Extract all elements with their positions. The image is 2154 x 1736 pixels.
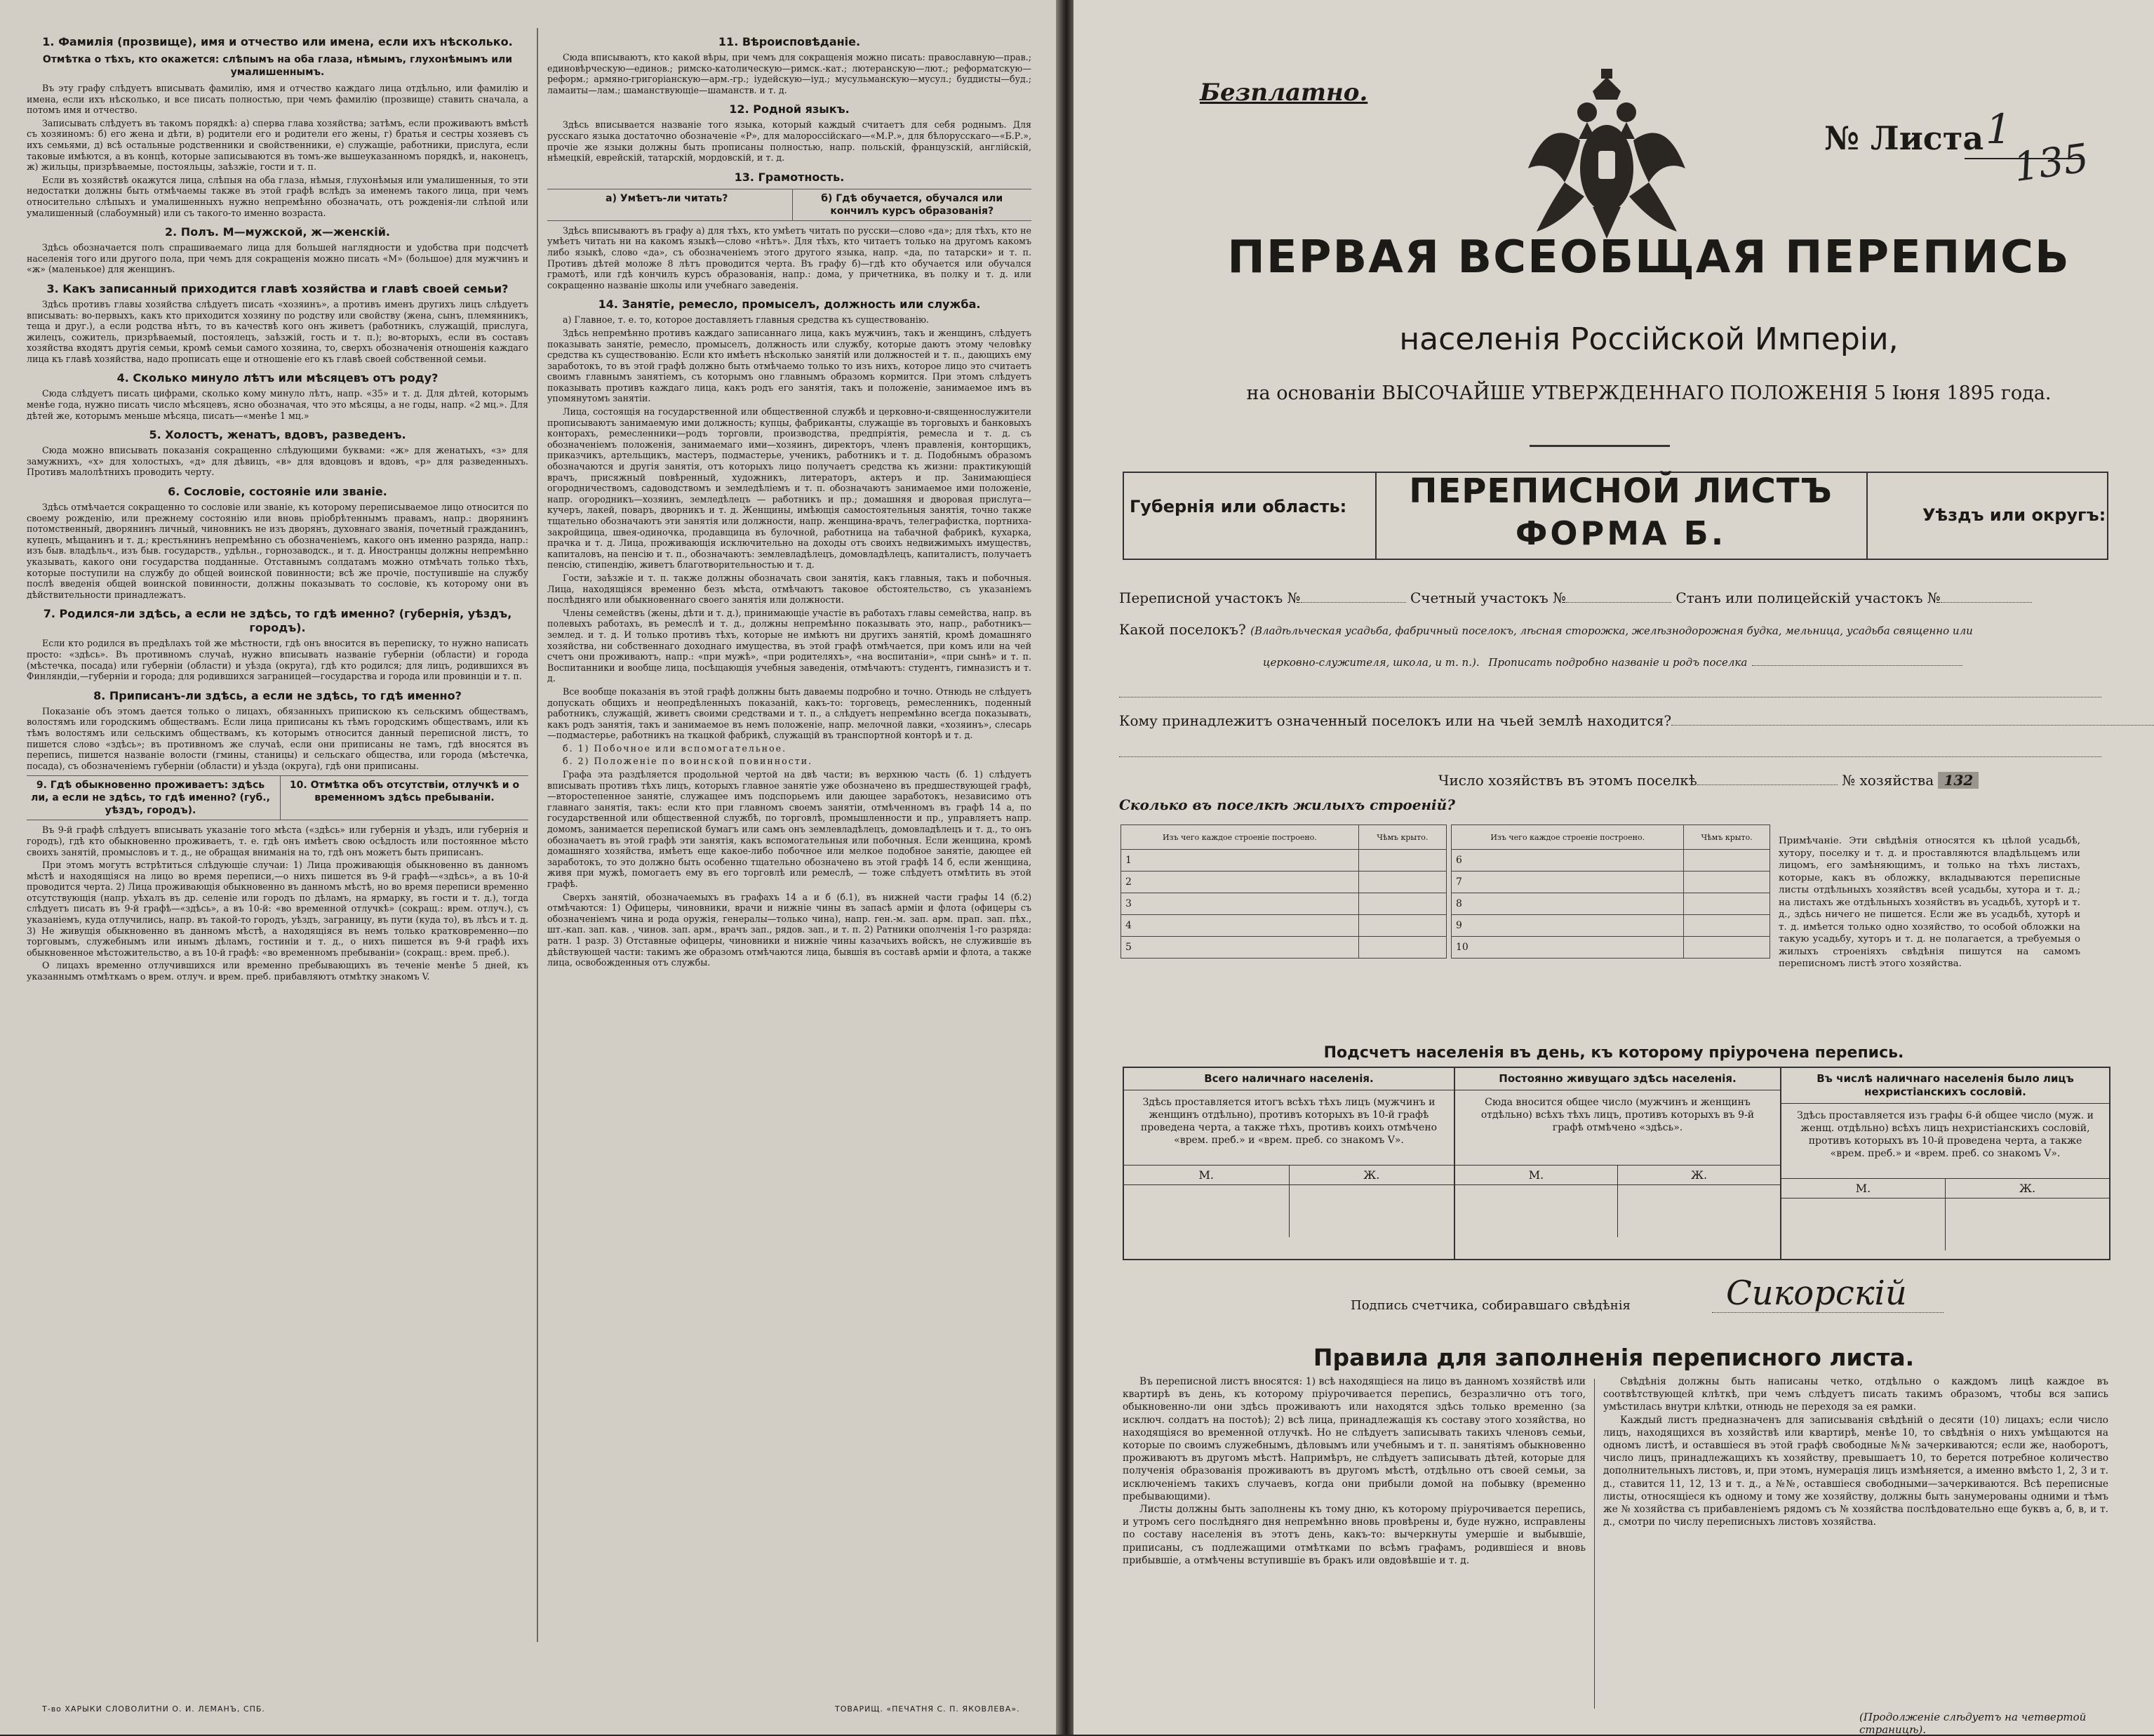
buildings-note: Примѣчаніе. Эти свѣдѣнія относятся къ цѣлой усадьбѣ, хутору, поселку и т. д. и проставляются владѣльцемъ или лицомъ, его замѣняющимъ, и только на тѣхъ листахъ, которые, какъ въ обложку, вкладываются переписные листы отдѣльныхъ хозяйствъ всей усадьбы, хутора и т. д.; на листахъ же отдѣльныхъ хозяйствъ въ усадьбѣ, хуторѣ и т. д., здѣсь ничего не пишется. Если же въ усадьбѣ, хуторѣ и т. д. имѣется только одно хозяйство, то особой обложки на такую усадьбу, хуторъ и т. д. не полагается, а требуемыя о жилыхъ строеніяхъ свѣдѣнія пишутся на самомъ переписномъ листѣ этого хозяйства. xyxy=(1779,836,2080,969)
roof-header: Чѣмъ крыто. xyxy=(1358,825,1446,850)
table-row: 5 xyxy=(1121,937,1359,959)
section-paragraph: Сюда слѣдуетъ писать цифрами, сколько кому минуло лѣтъ, напр. «35» и т. д. Для дѣтей, которымъ менѣе года, нужно писать число мѣсяцевъ, ясно обозначая, что это мѣсяцы, а не годы, напр. «2 мц.». Для дѣтей же, которымъ меньше мѣсяца, писать—«менѣе 1 мц.» xyxy=(27,388,528,421)
section-paragraph: Сюда вписываютъ, кто какой вѣры, при чемъ для сокращенія можно писать: православную—прав.; единовѣрческую—единов.; римско-католическую—римск.-кат.; лютеранскую—лют.; реформатскую—реформ.; армяно-григоріанскую—арм.-гр.; іудейскую—іуд.; мусульманскую—мусул.; буддисты—буд.; ламаиты—лам.; шаманствующіе—шаманств. и т. д. xyxy=(547,52,1031,95)
table-row: 4 xyxy=(1121,915,1359,937)
footer-left: Т-во ХАРЫКИ СЛОВОЛИТНИ О. И. ЛЕМАНЪ, СПБ. xyxy=(42,1704,265,1714)
population-col-nonchristian xyxy=(1780,1068,2109,1259)
form-letter: ФОРМА Б. xyxy=(1515,514,1727,552)
table-row: 3 xyxy=(1121,893,1359,915)
material-header: Изъ чего каждое строеніе построено. xyxy=(1121,825,1359,850)
split-heading-left: 9. Гдѣ обыкновенно проживаетъ: здѣсь ли, а если не здѣсь, то гдѣ именно? (губ., уѣздъ, городъ). xyxy=(31,780,270,817)
middle-column xyxy=(547,28,1031,970)
section-heading: 6. Сословіе, состояніе или званіе. xyxy=(168,485,387,499)
population-col-nonchristian-head: Въ числѣ наличнаго населенія было лицъ нехристіанскихъ сословій. xyxy=(1781,1068,2109,1104)
section-heading: 2. Полъ. М—мужской, ж—женскій. xyxy=(165,225,390,239)
section-paragraph: Здѣсь противъ главы хозяйства слѣдуетъ писать «хозяинъ», а противъ именъ другихъ лицъ слѣдуетъ вписывать: во-первыхъ, какъ кто приходится хозяину по родству или свойству (жена, сынъ, племянникъ, теща и друг.), а если родства нѣтъ, то въ качествѣ кого онъ живетъ (работникъ, служащій, прислуга, жилецъ, сожитель, призрѣваемый, постоялецъ, заѣзжій, гость и т. п.); во-вторыхъ, если въ составъ хозяйства входятъ другія семьи, кромѣ семьи самого хозяина, то, сверхъ обозначенія отношенія каждаго лица къ главѣ хозяйства, надо прописать еще и отношеніе его къ главѣ своей собственной семьи. xyxy=(27,298,528,364)
footer-right: ТОВАРИЩ. «ПЕЧАТНЯ С. П. ЯКОВЛЕВА». xyxy=(835,1704,1020,1714)
left-column xyxy=(27,28,528,984)
buildings-question: Сколько въ поселкѣ жилыхъ строеній? xyxy=(1119,796,1455,813)
blank-line-1 xyxy=(1119,684,2101,701)
rules-divider xyxy=(1594,1379,1595,1709)
count-section-label: Счетный участокъ № xyxy=(1410,589,1567,606)
table-row: 6 xyxy=(1452,850,1684,872)
population-col-permanent-head: Постоянно живущаго здѣсь населенія. xyxy=(1455,1068,1780,1090)
split-heading-right: б) Гдѣ обучается, обучался или кончилъ курсъ образованія? xyxy=(792,189,1032,220)
left-page xyxy=(0,0,1056,1735)
census-title: ПЕРВАЯ ВСЕОБЩАЯ ПЕРЕПИСЬ xyxy=(1227,232,2071,283)
section-subheading: б. 1) Побочное или вспомогательное. xyxy=(563,742,787,754)
signature-handwritten: Сикорскій xyxy=(1726,1274,1907,1313)
book-gutter xyxy=(1056,0,1073,1735)
province-label: Губернія или область: xyxy=(1130,497,1347,516)
settlement-label: Какой поселокъ? xyxy=(1119,621,1246,638)
rules-right xyxy=(1603,1375,2108,1528)
section-heading: 14. Занятіе, ремесло, промыселъ, должность или служба. xyxy=(598,298,981,312)
rules-paragraph: Листы должны быть заполнены къ тому дню, къ которому пріурочивается перепись, и утромъ сего послѣдняго дня непремѣнно вновь провѣрены и, буде нужно, исправлены по составу населенія въ этотъ день, какъ-то: вычеркнуты умершіе и выбывшіе, приписаны, съ подлежащими отмѣтками по всѣмъ графамъ, родившіеся и вновь прибывшіе, а отмѣчены вступившіе въ бракъ или овдовѣвшіе и т. д. xyxy=(1123,1504,1586,1566)
sheet-number-label: № Листа xyxy=(1824,119,1984,157)
settlement-hint-3: Прописать подробно названіе и родъ поселка xyxy=(1488,656,1748,669)
section-subheading: б. 2) Положеніе по воинской повинности. xyxy=(563,756,813,767)
settlement-hint: (Владѣльческая усадьба, фабричный поселокъ, лѣсная сторожка, желѣзнодорожная будка, мельница, усадьба священно или xyxy=(1250,625,1973,637)
split-heading-right: 10. Отмѣтка объ отсутствіи, отлучкѣ и о временномъ здѣсь пребываніи. xyxy=(280,776,528,820)
free-label: Безплатно. xyxy=(1200,79,1368,107)
column-divider xyxy=(537,28,538,1642)
section-paragraph: Все вообще показанія въ этой графѣ должны быть даваемы подробно и точно. Отнюдь не слѣдуетъ допускать общихъ и неопредѣленныхъ показаній, какъ-то: торговецъ, ремесленникъ, поденный работникъ, служащій, живетъ своими средствами и т. п., а слѣдуетъ непремѣнно всегда показывать, какъ родъ занятія, такъ и занимаемое въ немъ положеніе, напр. мелочной лавки, «хозяинъ», слесарь—подмастерье, работникъ на ткацкой фабрикѣ, служащій въ транспортной конторѣ и т. д. xyxy=(547,686,1031,741)
section-paragraph: Графа эта раздѣляется продольной чертой на двѣ части; въ верхнюю часть (б. 1) слѣдуетъ вписывать противъ тѣхъ лицъ, которыхъ главное занятіе уже обозначено въ предшествующей графѣ,—второстепенное занятіе, служащее имъ подспорьемъ или дающее заработокъ, независимо отъ главнаго занятія, такъ: если кто при главномъ своемъ занятіи, отмѣченномъ въ графѣ 14 а, по государственной или общественной службѣ, по торговлѣ, промышленности и пр., управляетъ напр. домомъ, занимается перепиской бумагъ или самъ онъ землевладѣлецъ, домовладѣлецъ и т. д., то онъ обозначаетъ въ этой графѣ эти занятія, какъ вспомогательныя или побочныя. Если женщина, кромѣ домашняго хозяйства, имѣетъ еще какое-либо побочное или мелкое подобное занятіе, дающее ей заработокъ, то это должно быть особенно тщательно обозначено въ этой графѣ 14 б, если женщина, живя при мужѣ, помогаетъ ему въ его торговлѣ или ремеслѣ, — тоже слѣдуетъ отмѣтить въ этой графѣ. xyxy=(547,769,1031,889)
section-paragraph: Если въ хозяйствѣ окажутся лица, слѣпыя на оба глаза, нѣмыя, глухонѣмыя или умалишенныя, то эти недостатки должны быть отмѣчаемы также въ этой графѣ вслѣдъ за именемъ такого лица, при чемъ относительно слѣпыхъ и умалишенныхъ нужно непремѣнно обозначать, отъ рожденія-ли слѣпой или умалишенный (слабоумный) или съ такого-то именно возраста. xyxy=(27,174,528,218)
double-headed-eagle-icon xyxy=(1523,63,1691,246)
section-paragraph: Сверхъ занятій, обозначаемыхъ въ графахъ 14 а и б (б.1), въ нижней части графы 14 (б.2) отмѣчаются: 1) Офицеры, чиновники, врачи и нижніе чины въ запасѣ арміи и флота (офицеры съ обозначеніемъ чина и рода оружія, генералы—только чина), напр. ген.-м. зап. арм. прап. зап. пѣх., шт.-кап. зап. кав. , чинов. зап. арм., врачъ зап., рядов. зап., и т. п. 2) Ратники ополченія 1-го разряда: ратн. 1 разр. 3) Отставные офицеры, чиновники и нижніе чины казачьихъ войскъ, не служившіе въ дѣйствующей части: такимъ же образомъ отмѣчаются лица, бывшія въ составѣ арміи и флота, а также лица, освобожденныя отъ службы. xyxy=(547,891,1031,968)
section-paragraph: При этомъ могутъ встрѣтиться слѣдующіе случаи: 1) Лица проживающія обыкновенно въ данномъ мѣстѣ и находящіяся на лицо во время переписи,—о нихъ пишется въ 9-й графѣ—«здѣсь», а въ 10-й проводится черта. 2) Лица проживающія обыкновенно въ данномъ мѣстѣ, но во время переписи временно отсутствующія (напр. уѣхалъ въ др. селеніе или городъ по дѣламъ, на ярмарку, въ гости и т. д.), тогда слѣдуетъ писать въ 9-й графѣ—«здѣсь», а въ 10-й: «во временной отлучкѣ» (сокращ.: врем. отлуч.), съ указаніемъ, куда отлучились, напр. въ такой-то городъ, уѣздъ, заграницу, въ пути (куда то), въ лѣсъ и т. д. 3) Не живущія обыкновенно въ данномъ мѣстѣ, а находящіяся въ немъ только кратковременно—по торговымъ, служебнымъ или инымъ дѣламъ, гостиніи и т. д., о нихъ пишется въ 9-й графѣ ихъ обыкновенное мѣстожительство, а въ 10-й графѣ: «во временномъ пребываніи» (сокращ.: врем. преб.). xyxy=(27,860,528,958)
section-paragraph: Въ эту графу слѣдуетъ вписывать фамилію, имя и отчество каждаго лица отдѣльно, или фамилію и имена, если ихъ нѣсколько, и все писать полностью, при чемъ фамилію (прозвище) ставить сначала, а потомъ имя и отчество. xyxy=(27,83,528,116)
rules-left xyxy=(1123,1375,1586,1567)
section-paragraph: Здѣсь непремѣнно противъ каждаго записаннаго лица, какъ мужчинъ, такъ и женщинъ, слѣдуетъ показывать занятіе, ремесло, промыселъ, должность или службу, которые даютъ этому человѣку средства къ существованію. Если кто имѣетъ нѣсколько занятій или должностей и т. п., дающихъ ему заработокъ, то въ этой графѣ должно быть отмѣчаемо только то изъ нихъ, которое лицо это считаетъ своимъ главнымъ занятіемъ, съ которымъ оно главнымъ образомъ кормится. При этомъ слѣдуетъ показывать противъ каждаго лица, какъ родъ его занятія, такъ и положеніе, занимаемое имъ въ упомянутомъ занятіи. xyxy=(547,327,1031,404)
male-label: М. xyxy=(1855,1182,1871,1195)
material-header: Изъ чего каждое строеніе построено. xyxy=(1452,825,1684,850)
section-paragraph: Здѣсь обозначается полъ спрашиваемаго лица для большей наглядности и удобства при подсчетѣ населенія того или другого пола, при чемъ для сокращенія можно писать «М» (большое) для мужчинъ и «ж» (маленькое) для женщинъ. xyxy=(27,242,528,275)
section-paragraph: Если кто родился въ предѣлахъ той же мѣстности, гдѣ онъ вносится въ переписку, то нужно написать просто: «здѣсь». Въ противномъ случаѣ, нужно вписывать названіе губерніи (области) и города (мѣстечка, посада) или губерніи (области) и уѣзда (округа), гдѣ кто родился; для лицъ, родившихся въ Финляндіи,—губерніи и города; для родившихся заграницей—государства и города или провинціи и т. п. xyxy=(27,638,528,682)
census-section-label: Переписной участокъ № xyxy=(1119,589,1301,606)
section-paragraph: Члены семействъ (жены, дѣти и т. д.), принимающіе участіе въ работахъ главы семейства, напр. въ полевыхъ работахъ, въ ремеслѣ и т. д., должны непремѣнно показывать это, напр., работникъ—землед. и т. д. И только противъ тѣхъ, которые не имѣютъ ни другихъ занятій, кромѣ домашняго хозяйства, ни собственнаго доходнаго имущества, въ этой графѣ отмѣчается, при комъ или на чей счетъ они проживаютъ, напр.: «при мужѣ», «при родителяхъ», «на воспитаніи», «при сынѣ» и т. п. Воспитанники и вообще лица, посѣщающія учебныя заведенія, отмѣчаютъ: студентъ, гимназистъ и т. д. xyxy=(547,607,1031,684)
female-label: Ж. xyxy=(1945,1179,2109,1198)
population-col-total-body: Здѣсь проставляется итогъ всѣхъ тѣхъ лицъ (мужчинъ и женщинъ отдѣльно), противъ которыхъ въ 10-й графѣ проведена черта, а также тѣхъ, противъ коихъ отмѣчено «врем. преб.» и «врем. преб. со знакомъ V». xyxy=(1140,1097,1438,1146)
section-split xyxy=(547,189,1031,221)
row-settlement xyxy=(1119,621,1973,638)
section-paragraph: Здѣсь отмѣчается сокращенно то сословіе или званіе, къ которому переписываемое лицо относится по своему рожденію, или прежнему состоянію или вновь пріобрѣтеннымъ правамъ, напр.: дворянинъ потомственный, дворянинъ личный, чиновникъ не изъ дворянъ, духовнаго званія, почетный гражданинъ, купецъ, мѣщанинъ и т. д.; крестьянинъ непремѣнно съ обозначеніемъ, какого онъ именно разряда, напр.: изъ быв. владѣльч., изъ быв. государств., удѣльн., горнозаводск., и т. д. Иностранцы должны непремѣнно указывать, какого они государства подданные. Отставнымъ солдатамъ можно отмѣчать только тѣхъ, которые поступили на службу до общей воинской повинности; всѣ же прочіе, поступившіе на службу послѣ введенія общей воинской повинности, должны показывать то сословіе, къ которому они въ дѣйствительности принадлежатъ. xyxy=(27,502,528,600)
table-row: 1 xyxy=(1121,850,1359,872)
form-title: ПЕРЕПИСНОЙ ЛИСТЪ xyxy=(1409,472,1833,511)
section-paragraph: Въ 9-й графѣ слѣдуетъ вписывать указаніе того мѣста («здѣсь» или губернія и уѣздъ, или губернія и городъ), гдѣ кто обыкновенно проживаетъ, т. е. гдѣ онъ имѣетъ свою осѣдлость или постоянное мѣсто своихъ занятій, промысловъ и т. д., не обращая вниманія на то, гдѣ онъ можетъ быть приписанъ. xyxy=(27,824,528,857)
section-paragraph: Лица, состоящія на государственной или общественной службѣ и церковно-и-священнослужители прописываютъ занимаемую ими должность; купцы, фабриканты, служащіе въ торговыхъ и банковыхъ конторахъ, ремесленники—родъ торговли, производства, предпріятія, ремесла и т. д. съ обозначеніемъ положенія, занимаемаго ими—хозяинъ, директоръ, членъ правленія, конторщикъ, приказчикъ, артельщикъ, мастеръ, подмастерье, ученикъ, работникъ и т. д. Подобнымъ образомъ обозначаются и другія занятія, отъ которыхъ лицо получаетъ средства къ жизни: практикующій врачъ, присяжный повѣренный, художникъ, литераторъ, актеръ и пр. Занимающіеся огородничествомъ, садоводствомъ и земледѣліемъ и т. п. обозначаютъ занимаемое ими положеніе, напр. огородникъ—хозяинъ, земледѣлецъ — работникъ и пр.; домашняя и дворовая прислуга—кучеръ, лакей, поваръ, дворникъ и т. д. Женщины, имѣющія самостоятельныя занятія, точно также тщательно обозначаютъ эти занятія или должности, напр. женщина-врачъ, телеграфистка, портниха-закройщица, швея-одиночка, продавщица въ булочной, работница на табачной фабрикѣ, кухарка, прачка и т. д. Лица, проживающія исключительно на доходы отъ своихъ недвижимыхъ имуществъ, капиталовъ, на пенсію и т. п., обозначаютъ: землевладѣлецъ, домовладѣлецъ, капиталистъ, получаетъ пенсію, стипендію, живетъ благотворительностью и т. д. xyxy=(547,406,1031,570)
title-rule xyxy=(1530,445,1670,447)
table-row: 10 xyxy=(1452,937,1684,959)
section-split xyxy=(27,775,528,820)
section-heading: 1. Фамилія (прозвище), имя и отчество или имена, если ихъ нѣсколько. xyxy=(42,35,513,48)
household-number-value: 132 xyxy=(1938,772,1979,789)
census-basis: на основаніи ВЫСОЧАЙШЕ УТВЕРЖДЕННАГО ПОЛОЖЕНІЯ 5 Іюня 1895 года. xyxy=(1246,382,2052,404)
female-label: Ж. xyxy=(1289,1166,1454,1184)
row-households xyxy=(1438,772,1979,789)
section-paragraph: Отмѣтка о тѣхъ, кто окажется: слѣпымъ на оба глаза, нѣмымъ, глухонѣмымъ или умалишеннымъ. xyxy=(42,54,513,78)
section-paragraph: а) Главное, т. е. то, которое доставляетъ главныя средства къ существованію. xyxy=(563,314,929,326)
male-label: М. xyxy=(1528,1168,1544,1182)
section-heading: 4. Сколько минуло лѣтъ или мѣсяцевъ отъ роду? xyxy=(116,371,439,385)
table-row: 7 xyxy=(1452,872,1684,893)
section-paragraph: Записывать слѣдуетъ въ такомъ порядкѣ: а) сперва глава хозяйства; затѣмъ, если проживаютъ вмѣстѣ съ хозяиномъ: б) его жена и дѣти, в) родители его и родители его жены, г) братья и сестры хозяевъ съ ихъ семьями, д) всѣ остальные родственники и свойственники, е) служащіе, работники, прислуга, если таковые имѣются, а въ концѣ, которые записываются въ томъ-же вышеуказанномъ порядкѣ, и, наконецъ, ж) жильцы, призрѣваемые, постояльцы, заѣзжіе, гости и т. п. xyxy=(27,117,528,173)
population-col-nonchristian-body: Здѣсь проставляется изъ графы 6-й общее число (муж. и женщ. отдѣльно) всѣхъ лицъ нехристіанскихъ сословій, противъ которыхъ въ 10-й проведена черта, а также «врем. преб.» и «врем. преб. со знакомъ V». xyxy=(1797,1110,2094,1159)
population-col-total-head: Всего наличнаго населенія. xyxy=(1124,1068,1454,1090)
buildings-table-left xyxy=(1121,824,1447,959)
settlement-hint-2: церковно-служителя, школа, и т. п.). xyxy=(1263,656,1480,669)
section-heading: 11. Вѣроисповѣданіе. xyxy=(718,35,861,48)
row-sections xyxy=(1119,589,2032,606)
household-number-label: № хозяйства xyxy=(1842,772,1934,789)
rules-paragraph: Въ переписной листъ вносятся: 1) всѣ находящіеся на лицо въ данномъ хозяйствѣ или квартирѣ въ день, къ которому пріурочивается перепись, безразлично отъ того, обыкновенно-ли они здѣсь проживаютъ или находятся здѣсь только временно (за исключ. солдатъ на постоѣ); 2) всѣ лица, принадлежащія къ составу этого хозяйства, но находящіяся во временной отлучкѣ. Но не слѣдуетъ записывать такихъ членовъ семьи, которые по своимъ служебнымъ, дѣловымъ или учебнымъ и т. п. занятіямъ обыкновенно проживаютъ въ другомъ мѣстѣ. Напримѣръ, не слѣдуетъ записывать дѣтей, которые для полученія образованія проживаютъ въ другомъ мѣстѣ, отдѣльно отъ своей семьи, за исключеніемъ такихъ случаевъ, когда они прибыли домой на побывку (временно пребывающими). xyxy=(1123,1376,1586,1502)
section-heading: 7. Родился-ли здѣсь, а если не здѣсь, то гдѣ именно? (губернія, уѣздъ, городъ). xyxy=(43,607,512,635)
section-heading: 12. Родной языкъ. xyxy=(729,102,850,116)
table-row: 8 xyxy=(1452,893,1684,915)
row-owner xyxy=(1119,712,2154,729)
police-section-label: Станъ или полицейскій участокъ № xyxy=(1675,589,1941,606)
roof-header: Чѣмъ крыто. xyxy=(1684,825,1770,850)
population-col-permanent-body: Сюда вносится общее число (мужчинъ и женщинъ отдѣльно) всѣхъ тѣхъ лицъ, противъ которыхъ въ 9-й графѣ отмѣчено «здѣсь». xyxy=(1480,1097,1755,1133)
rules-title: Правила для заполненія переписного листа. xyxy=(1313,1344,1915,1371)
blank-line-2 xyxy=(1119,744,2101,761)
population-col-permanent xyxy=(1454,1068,1780,1259)
section-paragraph: О лицахъ временно отлучившихся или временно пребывающихъ въ теченіе менѣе 5 дней, къ указаннымъ отмѣткамъ о врем. отлуч. и врем. преб. прибавляютъ отмѣтку знакомъ V. xyxy=(27,960,528,982)
signature-label: Подпись счетчика, собиравшаго свѣдѣнія xyxy=(1351,1298,1631,1313)
row-buildings xyxy=(1119,796,1455,813)
population-title: Подсчетъ населенія въ день, къ которому пріурочена перепись. xyxy=(1323,1044,1904,1062)
header-divider-right xyxy=(1866,472,1868,560)
section-paragraph: Сюда можно вписывать показанія сокращенно слѣдующими буквами: «ж» для женатыхъ, «з» для замужнихъ, «х» для холостыхъ, «д» для дѣвицъ, «в» для вдовцовъ и вдовъ, «р» для разведенныхъ. Противъ малолѣтнихъ проводить черту. xyxy=(27,445,528,478)
table-row: 2 xyxy=(1121,872,1359,893)
rules-paragraph: Свѣдѣнія должны быть написаны четко, отдѣльно о каждомъ лицѣ каждое въ соотвѣтствующей клѣткѣ, при чемъ слѣдуетъ писать такимъ образомъ, чтобы вся запись умѣстилась внутри клѣтки, отнюдь не переходя за ея рамки. xyxy=(1603,1376,2108,1413)
split-heading-left: а) Умѣетъ-ли читать? xyxy=(606,192,728,204)
population-grid xyxy=(1123,1067,2110,1260)
census-subtitle: населенія Россійской Имперіи, xyxy=(1399,321,1899,357)
row-settlement-2 xyxy=(1263,653,1962,669)
table-row: 9 xyxy=(1452,915,1684,937)
continued-note: (Продолженіе слѣдуетъ на четвертой страницѣ). xyxy=(1859,1711,2087,1736)
female-label: Ж. xyxy=(1617,1166,1780,1184)
buildings-table-right xyxy=(1451,824,1770,959)
section-heading: 3. Какъ записанный приходится главѣ хозяйства и главѣ своей семьи? xyxy=(46,281,509,295)
male-label: М. xyxy=(1198,1168,1214,1182)
district-label: Уѣздъ или округъ: xyxy=(1922,505,2106,525)
sheet-number-handwritten-2: 135 xyxy=(2010,135,2092,192)
owner-label: Кому принадлежитъ означенный поселокъ или на чьей землѣ находится? xyxy=(1119,712,1672,729)
section-heading: 5. Холостъ, женатъ, вдовъ, разведенъ. xyxy=(149,428,406,442)
rules-paragraph: Каждый листъ предназначенъ для записыванія свѣдѣній о десяти (10) лицахъ; если число лицъ, находящихся въ хозяйствѣ или квартирѣ, менѣе 10, то свѣдѣнія о нихъ умѣщаются на одномъ листѣ, и оставшіеся въ этой графѣ свободные №№ зачеркиваются; если же, наоборотъ, число лицъ, принадлежащихъ къ хозяйству, превышаетъ 10, то берется потребное количество дополнительныхъ листовъ, и, при этомъ, нумерація лицъ измѣняется, а именно вмѣсто 1, 2, 3 и т. д., ставится 11, 12, 13 и т. д., а №№, оставшіеся свободными—зачеркиваются. Всѣ переписные листы, относящіеся къ одному и тому же хозяйству, должны быть занумерованы одними и тѣмъ же № хозяйства съ прибавленіемъ рядомъ съ № хозяйства послѣдовательно еще буквъ а, б, в, и т. д., смотри по числу переписныхъ листовъ хозяйства. xyxy=(1603,1414,2108,1528)
section-heading: 8. Приписанъ-ли здѣсь, а если не здѣсь, то гдѣ именно? xyxy=(93,688,462,702)
households-count-label: Число хозяйствъ въ этомъ поселкѣ xyxy=(1438,772,1697,789)
sheet-number-handwritten: 1 xyxy=(1986,105,2012,153)
section-heading: 13. Грамотность. xyxy=(734,170,845,184)
section-paragraph: Показаніе объ этомъ дается только о лицахъ, обязанныхъ припискою къ сельскимъ обществамъ, волостямъ или городскимъ обществамъ. Если лица приписаны къ тѣмъ городскимъ обществамъ, или къ тѣмъ волостямъ или сельскимъ обществамъ, къ которымъ относится данный переписной листъ, то пишется слово «здѣсь»; въ противномъ же случаѣ, если они приписаны не тамъ, гдѣ вносятся въ перепись, пишется названіе волости (гмины, станицы) и сельскаго общества, или города (мѣстечка, посада), съ обозначеніемъ губерніи (области) и уѣзда (округа), гдѣ они приписаны. xyxy=(27,705,528,771)
section-paragraph: Здѣсь вписывается названіе того языка, который каждый считаетъ для себя роднымъ. Для русскаго языка достаточно обозначеніе «Р», для малороссійскаго—«М.Р.», для бѣлорусскаго—«Б.Р.», прочіе же языки должны быть прописаны полностью, напр. польскій, французскій, англійскій, нѣмецкій, еврейскій, татарскій, мордовскій, и т. д. xyxy=(547,119,1031,163)
section-paragraph: Здѣсь вписываютъ въ графу а) для тѣхъ, кто умѣетъ читать по русски—слово «да»; для тѣхъ, кто не умѣетъ читать ни на какомъ языкѣ—слово «нѣтъ». Для тѣхъ, кто читаетъ только на другомъ какомъ либо языкѣ, слово «да», съ обозначеніемъ этого другого языка, напр. «да, по татарски» и т. п. Противъ дѣтей моложе 8 лѣтъ проводится черта. Въ графу б)—гдѣ кто обучается или обучался грамотѣ, или гдѣ кончилъ курсъ образованія, напр.: дома, у причетника, въ полку и т. д. или сокращенно названіе школы или учебнаго заведенія. xyxy=(547,225,1031,291)
population-col-total xyxy=(1124,1068,1454,1259)
section-paragraph: Гости, заѣзжіе и т. п. также должны обозначать свои занятія, какъ главныя, такъ и побочныя. Лица, находящіяся временно безъ мѣста, отмѣчаютъ таковое обстоятельство, съ указаніемъ послѣдняго или обыкновеннаго своего занятія или должности. xyxy=(547,572,1031,606)
